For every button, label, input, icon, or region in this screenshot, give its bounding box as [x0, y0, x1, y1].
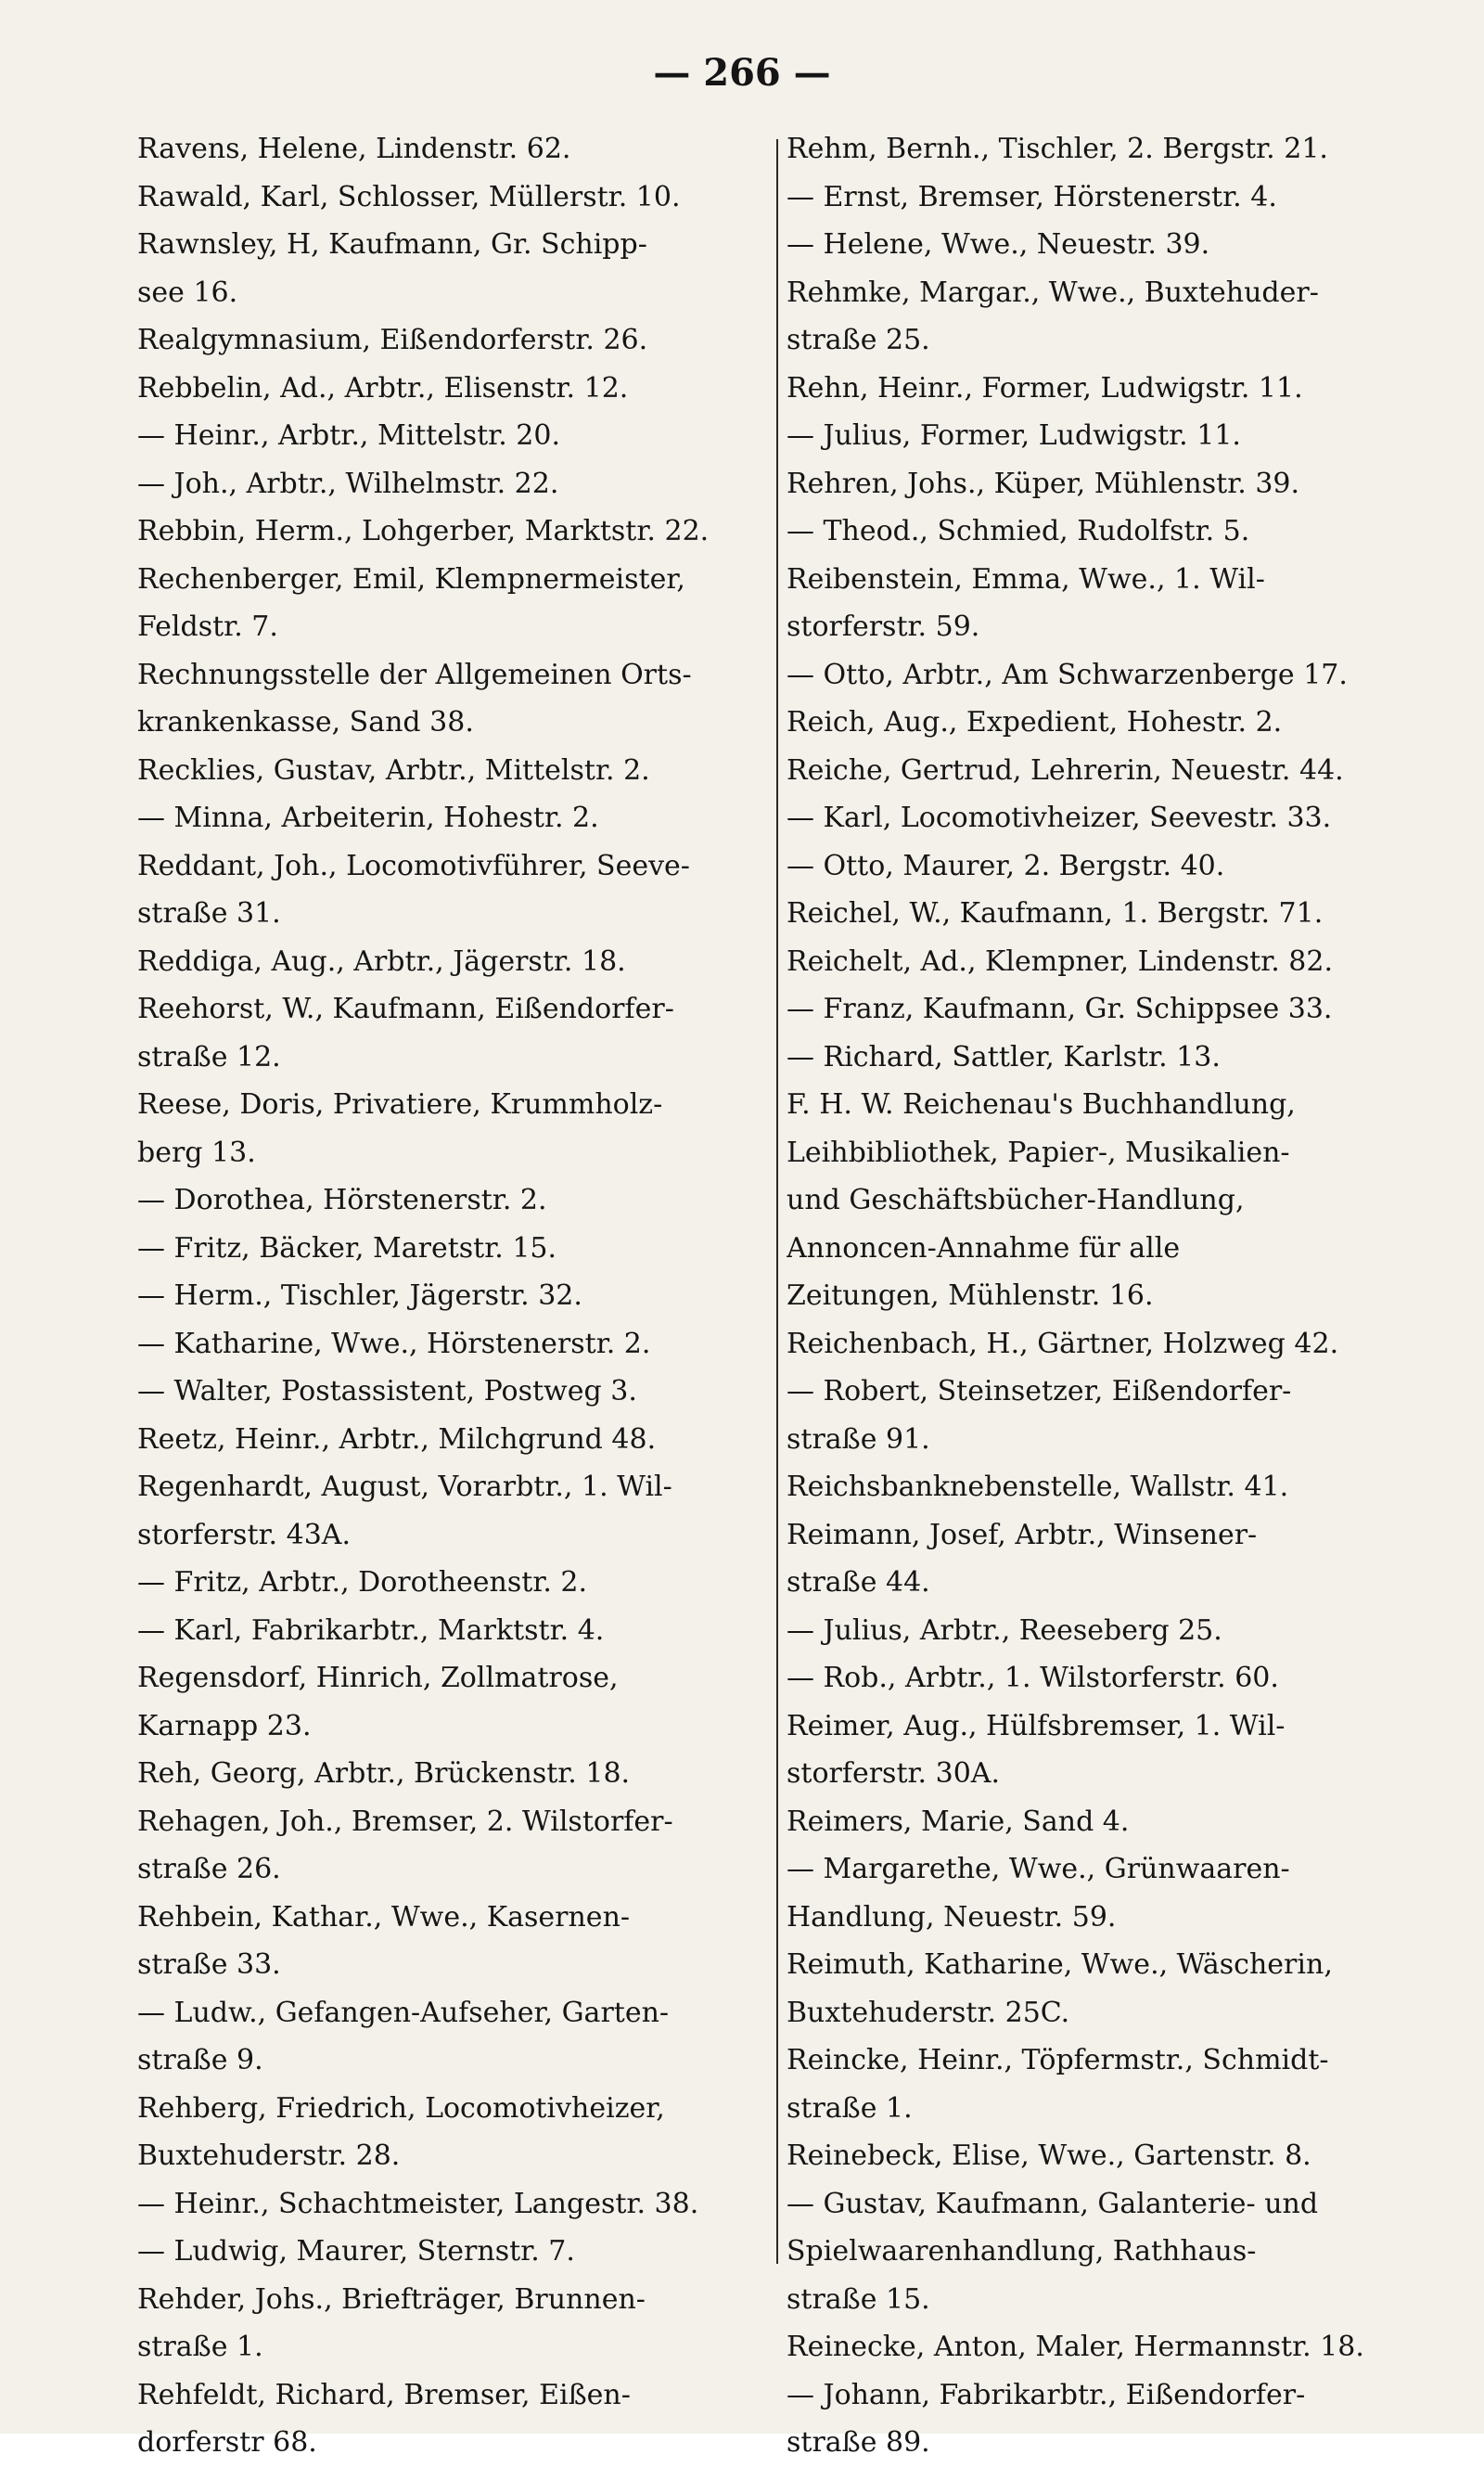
directory-line: Rehm, Bernh., Tischler, 2. Bergstr. 21. [787, 133, 1328, 165]
directory-line: straße 9. [137, 2044, 263, 2076]
directory-line: storferstr. 30A. [787, 1757, 1000, 1790]
directory-line: straße 15. [787, 2282, 930, 2316]
directory-line: Reincke, Heinr., Töpfermstr., Schmidt- [787, 2044, 1329, 2076]
directory-line: dorferstr 68. [137, 2426, 317, 2459]
directory-line: — Gustav, Kaufmann, Galanterie- und [787, 2187, 1319, 2220]
directory-line: — Karl, Locomotivheizer, Seevestr. 33. [787, 802, 1332, 834]
directory-line: Reinecke, Anton, Maler, Hermannstr. 18. [787, 2331, 1364, 2363]
directory-line: Leihbibliothek, Papier-, Musikalien- [787, 1136, 1290, 1169]
directory-line: Reinebeck, Elise, Wwe., Gartenstr. 8. [787, 2139, 1311, 2172]
directory-line: — Franz, Kaufmann, Gr. Schippsee 33. [787, 993, 1333, 1025]
directory-line: Rawald, Karl, Schlosser, Müllerstr. 10. [137, 180, 681, 213]
directory-line: straße 91. [787, 1422, 930, 1456]
directory-line: Buxtehuderstr. 28. [137, 2139, 401, 2172]
directory-line: — Johann, Fabrikarbtr., Eißendorfer- [787, 2378, 1306, 2411]
directory-line: Reetz, Heinr., Arbtr., Milchgrund 48. [137, 1422, 657, 1456]
directory-line: Rehfeldt, Richard, Bremser, Eißen- [137, 2378, 631, 2411]
directory-line: straße 25. [787, 324, 930, 356]
directory-line: straße 44. [787, 1566, 930, 1599]
directory-line: Rebbelin, Ad., Arbtr., Elisenstr. 12. [137, 371, 629, 405]
directory-line: — Katharine, Wwe., Hörstenerstr. 2. [137, 1327, 651, 1360]
directory-line: — Ernst, Bremser, Hörstenerstr. 4. [787, 180, 1277, 213]
directory-line: — Helene, Wwe., Neuestr. 39. [787, 228, 1210, 261]
directory-line: Zeitungen, Mühlenstr. 16. [787, 1279, 1154, 1312]
directory-line: — Julius, Former, Ludwigstr. 11. [787, 419, 1241, 452]
directory-line: — Joh., Arbtr., Wilhelmstr. 22. [137, 467, 559, 500]
page-number: — 266 — [653, 51, 831, 95]
directory-line: und Geschäftsbücher-Handlung, [787, 1184, 1245, 1216]
directory-line: krankenkasse, Sand 38. [137, 706, 474, 739]
directory-line: straße 33. [137, 1948, 281, 1981]
directory-line: straße 89. [787, 2426, 930, 2459]
directory-line: Regensdorf, Hinrich, Zollmatrose, [137, 1662, 619, 1694]
directory-line: straße 12. [137, 1040, 281, 1073]
directory-line: Buxtehuderstr. 25C. [787, 1996, 1070, 2029]
directory-line: F. H. W. Reichenau's Buchhandlung, [787, 1088, 1296, 1121]
directory-line: Reichsbanknebenstelle, Wallstr. 41. [787, 1471, 1289, 1503]
directory-line: Reddant, Joh., Locomotivführer, Seeve- [137, 849, 690, 882]
directory-line: Reese, Doris, Privatiere, Krummholz- [137, 1088, 663, 1121]
directory-line: — Richard, Sattler, Karlstr. 13. [787, 1040, 1221, 1073]
directory-line: Reiche, Gertrud, Lehrerin, Neuestr. 44. [787, 753, 1344, 787]
directory-line: Reimer, Aug., Hülfsbremser, 1. Wil- [787, 1709, 1286, 1742]
directory-line: — Fritz, Arbtr., Dorotheenstr. 2. [137, 1566, 588, 1599]
directory-line: Reimuth, Katharine, Wwe., Wäscherin, [787, 1948, 1333, 1981]
directory-line: storferstr. 43A. [137, 1518, 351, 1551]
directory-line: — Margarethe, Wwe., Grünwaaren- [787, 1853, 1290, 1885]
directory-line: Rehbein, Kathar., Wwe., Kasernen- [137, 1900, 631, 1934]
directory-line: Rehberg, Friedrich, Locomotivheizer, [137, 2091, 665, 2125]
directory-line: see 16. [137, 276, 238, 309]
directory-line: — Heinr., Schachtmeister, Langestr. 38. [137, 2187, 699, 2220]
directory-line: — Theod., Schmied, Rudolfstr. 5. [787, 515, 1250, 547]
directory-line: Reibenstein, Emma, Wwe., 1. Wil- [787, 562, 1265, 596]
directory-line: — Fritz, Bäcker, Maretstr. 15. [137, 1231, 557, 1265]
directory-line: Reimann, Josef, Arbtr., Winsener- [787, 1518, 1258, 1551]
directory-line: Reichenbach, H., Gärtner, Holzweg 42. [787, 1327, 1339, 1360]
directory-line: Ravens, Helene, Lindenstr. 62. [137, 133, 571, 165]
directory-line: Reichelt, Ad., Klempner, Lindenstr. 82. [787, 944, 1334, 978]
left-column [137, 125, 773, 2467]
directory-line: Rehren, Johs., Küper, Mühlenstr. 39. [787, 467, 1300, 500]
right-column [787, 125, 1422, 2467]
column-divider [776, 139, 778, 2264]
directory-line: — Julius, Arbtr., Reeseberg 25. [787, 1613, 1222, 1647]
directory-line: — Otto, Maurer, 2. Bergstr. 40. [787, 849, 1225, 882]
directory-line: — Heinr., Arbtr., Mittelstr. 20. [137, 419, 560, 452]
directory-line: straße 31. [137, 897, 281, 930]
directory-line: — Rob., Arbtr., 1. Wilstorferstr. 60. [787, 1662, 1279, 1694]
directory-line: — Minna, Arbeiterin, Hohestr. 2. [137, 802, 599, 834]
directory-line: Reehorst, W., Kaufmann, Eißendorfer- [137, 993, 674, 1025]
directory-line: Reh, Georg, Arbtr., Brückenstr. 18. [137, 1757, 631, 1790]
directory-line: Rechenberger, Emil, Klempnermeister, [137, 562, 685, 596]
directory-line: — Ludwig, Maurer, Sternstr. 7. [137, 2235, 575, 2268]
directory-line: Rechnungsstelle der Allgemeinen Orts- [137, 658, 692, 691]
directory-line: storferstr. 59. [787, 610, 980, 643]
directory-line: straße 26. [137, 1853, 281, 1885]
directory-line: Spielwaarenhandlung, Rathhaus- [787, 2235, 1257, 2268]
directory-line: Rebbin, Herm., Lohgerber, Marktstr. 22. [137, 515, 710, 547]
directory-line: straße 1. [137, 2331, 263, 2363]
directory-line: Realgymnasium, Eißendorferstr. 26. [137, 324, 648, 356]
directory-line: Recklies, Gustav, Arbtr., Mittelstr. 2. [137, 753, 650, 787]
directory-line: Rawnsley, H, Kaufmann, Gr. Schipp- [137, 228, 647, 261]
directory-line: Rehder, Johs., Briefträger, Brunnen- [137, 2282, 646, 2316]
directory-line: Handlung, Neuestr. 59. [787, 1900, 1117, 1934]
directory-line: — Walter, Postassistent, Postweg 3. [137, 1375, 637, 1407]
directory-line: Rehmke, Margar., Wwe., Buxtehuder- [787, 276, 1319, 309]
directory-line: — Otto, Arbtr., Am Schwarzenberge 17. [787, 658, 1348, 691]
directory-line: — Robert, Steinsetzer, Eißendorfer- [787, 1375, 1292, 1407]
directory-line: straße 1. [787, 2091, 913, 2125]
directory-line: Reddiga, Aug., Arbtr., Jägerstr. 18. [137, 944, 626, 978]
directory-line: Reich, Aug., Expedient, Hohestr. 2. [787, 706, 1283, 739]
directory-line: Feldstr. 7. [137, 610, 278, 643]
directory-line: Regenhardt, August, Vorarbtr., 1. Wil- [137, 1471, 672, 1503]
directory-line: berg 13. [137, 1136, 256, 1169]
directory-line: Reichel, W., Kaufmann, 1. Bergstr. 71. [787, 897, 1324, 930]
directory-line: — Dorothea, Hörstenerstr. 2. [137, 1184, 547, 1216]
directory-line: — Ludw., Gefangen-Aufseher, Garten- [137, 1996, 670, 2029]
directory-line: — Herm., Tischler, Jägerstr. 32. [137, 1279, 582, 1312]
directory-line: — Karl, Fabrikarbtr., Marktstr. 4. [137, 1613, 605, 1647]
directory-line: Annoncen-Annahme für alle [787, 1231, 1181, 1265]
directory-line: Rehn, Heinr., Former, Ludwigstr. 11. [787, 371, 1303, 405]
directory-line: Reimers, Marie, Sand 4. [787, 1805, 1130, 1838]
directory-line: Rehagen, Joh., Bremser, 2. Wilstorfer- [137, 1805, 673, 1838]
directory-line: Karnapp 23. [137, 1709, 312, 1742]
